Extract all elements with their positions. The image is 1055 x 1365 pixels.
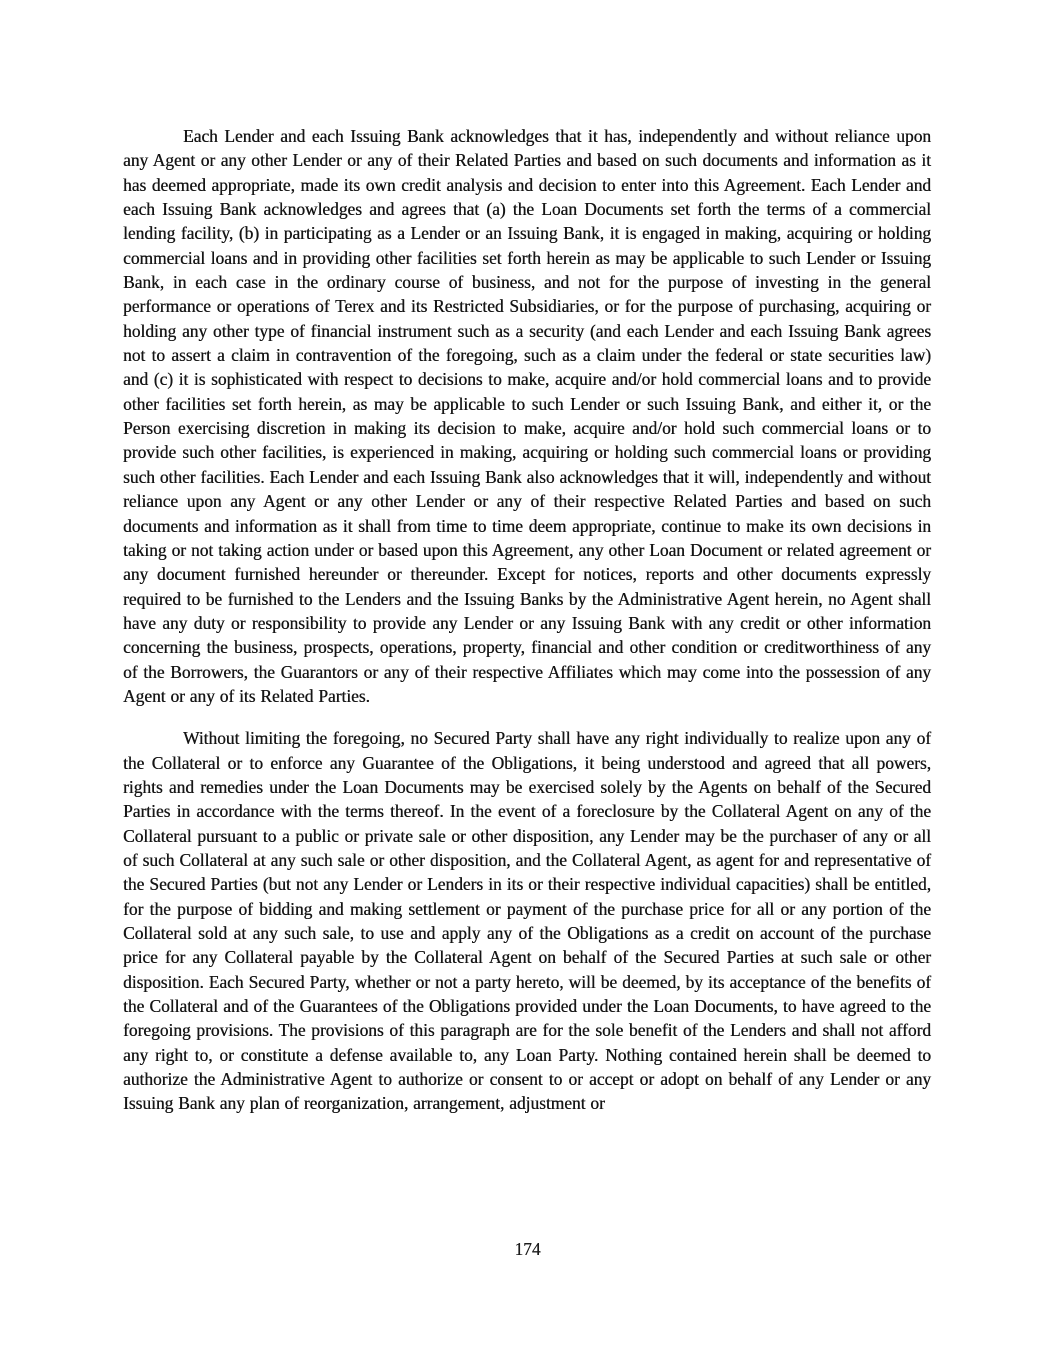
paragraph-secured-party-provisions: Without limiting the foregoing, no Secured Party shall have any right individually to realize upon any of the Collateral or to enforce any Guarantee of the Obligations, it being understood and agreed that all powers, rights and remedies under the Loan Documents may be exercised solely by the Agents on behalf of the Secured Parties in accordance with the terms thereof. In the event of a foreclosure by the Collateral Agent on any of the Collateral pursuant to a public or private sale or other disposition, any Lender may be the purchaser of any or all of such Collateral at any such sale or other disposition, and the Collateral Agent, as agent for and representative of the Secured Parties (but not any Lender or Lenders in its or their respective individual capacities) shall be entitled, for the purpose of bidding and making settlement or payment of the purchase price for all or any portion of the Collateral sold at any such sale, to use and apply any of the Obligations as a credit on account of the purchase price for any Collateral payable by the Collateral Agent on behalf of the Secured Parties at such sale or other disposition. Each Secured Party, whether or not a party hereto, will be deemed, by its acceptance of the benefits of the Collateral and of the Guarantees of the Obligations provided under the Loan Documents, to have agreed to the foregoing provisions. The provisions of this paragraph are for the sole benefit of the Lenders and shall not afford any right to, or constitute a defense available to, any Loan Party. Nothing contained herein shall be deemed to authorize the Administrative Agent to authorize or consent to or accept or adopt on behalf of any Lender or any Issuing Bank any plan of reorganization, arrangement, adjustment or bbox=[123, 728, 931, 1114]
document-body bbox=[123, 124, 931, 1134]
paragraph-lender-acknowledgement: Each Lender and each Issuing Bank acknowledges that it has, independently and without reliance upon any Agent or any other Lender or any of their Related Parties and based on such documents and information as it has deemed appropriate, made its own credit analysis and decision to enter into this Agreement. Each Lender and each Issuing Bank acknowledges and agrees that (a) the Loan Documents set forth the terms of a commercial lending facility, (b) in participating as a Lender or an Issuing Bank, it is engaged in making, acquiring or holding commercial loans and in providing other facilities set forth herein as may be applicable to such Lender or Issuing Bank, in each case in the ordinary course of business, and not for the purpose of investing in the general performance or operations of Terex and its Restricted Subsidiaries, or for the purpose of purchasing, acquiring or holding any other type of financial instrument such as a security (and each Lender and each Issuing Bank agrees not to assert a claim in contravention of the foregoing, such as a claim under the federal or state securities law) and (c) it is sophisticated with respect to decisions to make, acquire and/or hold commercial loans and to provide other facilities set forth herein, as may be applicable to such Lender or such Issuing Bank, and either it, or the Person exercising discretion in making its decision to make, acquire and/or hold such commercial loans or to provide such other facilities, is experienced in making, acquiring or holding such commercial loans or providing such other facilities. Each Lender and each Issuing Bank also acknowledges that it will, independently and without reliance upon any Agent or any other Lender or any of their respective Related Parties and based on such documents and information as it shall from time to time deem appropriate, continue to make its own decisions in taking or not taking action under or based upon this Agreement, any other Loan Document or related agreement or any document furnished hereunder or thereunder. Except for notices, reports and other documents expressly required to be furnished to the Lenders and the Issuing Banks by the Administrative Agent herein, no Agent shall have any duty or responsibility to provide any Lender or any Issuing Bank with any credit or other information concerning the business, prospects, operations, property, financial and other condition or creditworthiness of any of the Borrowers, the Guarantors or any of their respective Affiliates which may come into the possession of any Agent or any of its Related Parties. bbox=[123, 126, 931, 706]
page-number: 174 bbox=[514, 1239, 541, 1259]
